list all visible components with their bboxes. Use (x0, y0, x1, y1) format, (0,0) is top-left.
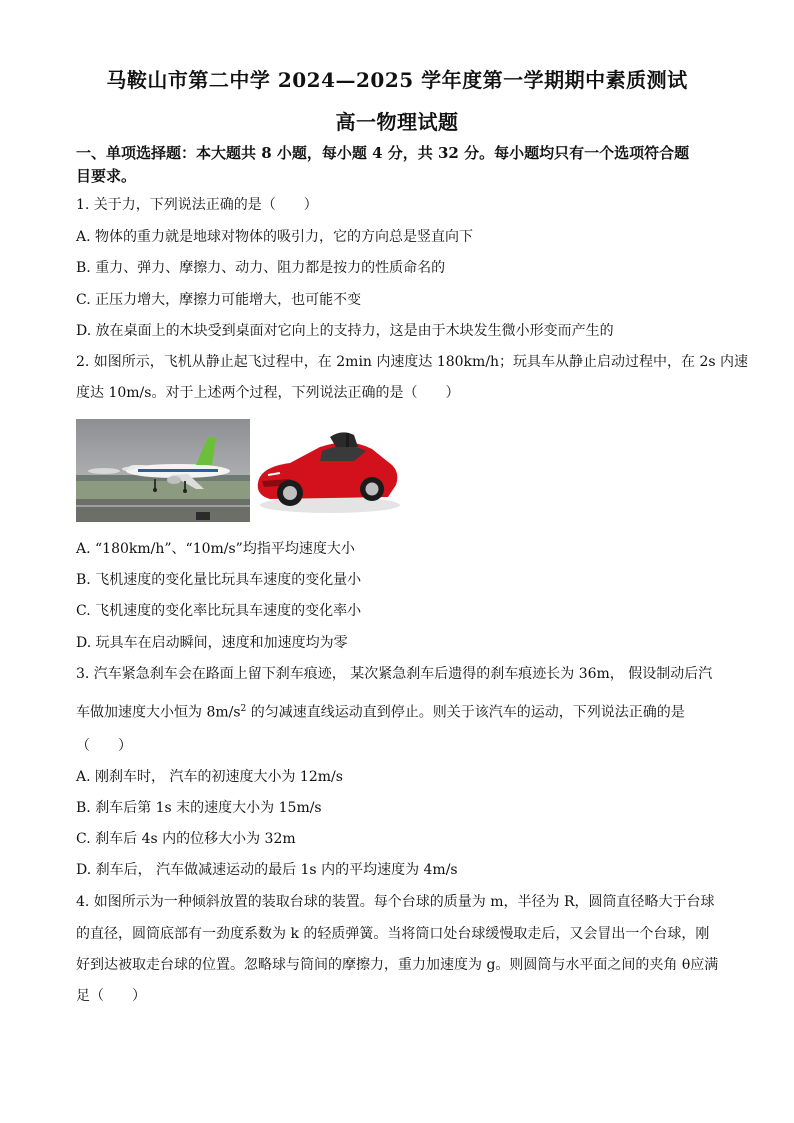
squared-superscript: 2 (240, 704, 247, 714)
question-1-option-d: D. 放在桌面上的木块受到桌面对它向上的支持力，这是由于木块发生微小形变而产生的 (76, 323, 614, 339)
question-4-stem-cont-3: 足（ ） (76, 988, 146, 1004)
question-4-stem-cont-2: 好到达被取走台球的位置。忽略球与筒间的摩擦力，重力加速度为 g。则圆筒与水平面之间的夹角 θ应满 (76, 957, 719, 973)
question-3-option-a: A. 刚刹车时， 汽车的初速度大小为 12m/s (76, 769, 343, 785)
exam-title: 马鞍山市第二中学 2024—2025 学年度第一学期期中素质测试 (106, 68, 688, 92)
question-3-stem-cont-pre: 车做加速度大小恒为 8m/s (76, 704, 241, 721)
question-2-option-a: A. “180km/h”、“10m/s”均指平均速度大小 (76, 541, 355, 557)
question-2-option-c: C. 飞机速度的变化率比玩具车速度的变化率小 (76, 603, 362, 619)
question-3-option-d: D. 刹车后， 汽车做减速运动的最后 1s 内的平均速度为 4m/s (76, 862, 458, 878)
question-3-stem-cont-post: 的匀减速直线运动直到停止。则关于该汽车的运动，下列说法正确的是 (246, 704, 685, 721)
question-3-option-c: C. 刹车后 4s 内的位移大小为 32m (76, 831, 296, 847)
question-2-stem: 2. 如图所示，飞机从静止起飞过程中，在 2min 内速度达 180km/h；玩具车从静止启动过程中，在 2s 内速 (76, 354, 749, 370)
airplane-photo (76, 419, 250, 522)
question-1-option-c: C. 正压力增大，摩擦力可能增大，也可能不变 (76, 292, 362, 308)
question-1-option-a: A. 物体的重力就是地球对物体的吸引力，它的方向总是竖直向下 (76, 229, 474, 245)
section-heading-cont: 目要求。 (76, 167, 137, 185)
exam-subtitle: 高一物理试题 (335, 110, 459, 134)
question-4-stem-cont-1: 的直径，圆筒底部有一劲度系数为 k 的轻质弹簧。当将筒口处台球缓慢取走后，又会冒出一个台球，刚 (76, 926, 710, 942)
question-3-answer-blank: （ ） (76, 738, 132, 754)
section-heading: 一、单项选择题：本大题共 8 小题，每小题 4 分，共 32 分。每小题均只有一个选项符合题 (76, 144, 690, 162)
question-1-option-b: B. 重力、弹力、摩擦力、动力、阻力都是按力的性质命名的 (76, 260, 446, 276)
question-2-option-d: D. 玩具车在启动瞬间，速度和加速度均为零 (76, 635, 348, 651)
question-2-stem-cont: 度达 10m/s。对于上述两个过程，下列说法正确的是（ ） (76, 385, 460, 401)
question-3-option-b: B. 刹车后第 1s 末的速度大小为 15m/s (76, 800, 322, 816)
question-1-stem: 1. 关于力，下列说法正确的是（ ） (76, 197, 318, 213)
question-2-option-b: B. 飞机速度的变化量比玩具车速度的变化量小 (76, 572, 362, 588)
question-3-stem: 3. 汽车紧急刹车会在路面上留下刹车痕迹， 某次紧急刹车后遗得的刹车痕迹长为 36m， 假设制动后汽 (76, 666, 713, 682)
toy-car-photo (250, 425, 402, 517)
question-4-stem: 4. 如图所示为一种倾斜放置的装取台球的装置。每个台球的质量为 m，半径为 R，圆筒直径略大于台球 (76, 894, 715, 910)
question-3-stem-cont (76, 699, 736, 723)
